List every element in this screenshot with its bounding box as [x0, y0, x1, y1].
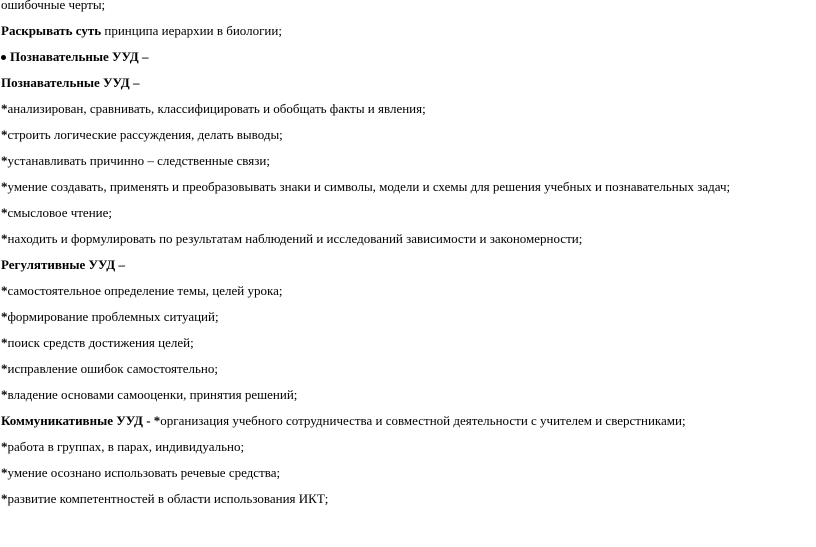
list-item: [1, 387, 297, 403]
line-text: умение создавать, применять и преобразовывать знаки и символы, модели и схемы для решения учебных и познавательных задач;: [7, 179, 731, 194]
heading-regulatory: [1, 257, 125, 273]
list-item: [1, 361, 218, 377]
asterisk: *: [1, 491, 8, 506]
heading-cognitive: [1, 75, 139, 91]
line-text: исправление ошибок самостоятельно;: [7, 361, 218, 376]
list-item: [1, 153, 270, 169]
line-text: владение основами самооценки, принятия решений;: [7, 387, 298, 402]
asterisk: *: [1, 205, 8, 220]
asterisk: *: [1, 101, 8, 116]
asterisk: *: [1, 309, 8, 324]
asterisk: *: [1, 153, 8, 168]
list-item: [1, 127, 283, 143]
line-text: работа в группах, в парах, индивидуально;: [7, 439, 245, 454]
line-text: ошибочные черты;: [1, 0, 106, 12]
line-text: формирование проблемных ситуаций;: [7, 309, 219, 324]
line-bold: Познавательные УУД –: [1, 75, 140, 90]
asterisk: *: [1, 387, 8, 402]
list-item: [1, 179, 730, 195]
line-text: самостоятельное определение темы, целей урока;: [7, 283, 283, 298]
line-text: смысловое чтение;: [7, 205, 113, 220]
asterisk: *: [1, 231, 8, 246]
line-bold: Регулятивные УУД –: [1, 257, 125, 272]
asterisk: *: [1, 283, 8, 298]
list-item: [1, 439, 244, 455]
line-text: строить логические рассуждения, делать выводы;: [7, 127, 283, 142]
line-text: устанавливать причинно – следственные связи;: [7, 153, 270, 168]
list-item: [1, 465, 280, 481]
heading-communicative: [1, 413, 686, 429]
line-text: анализирован, сравнивать, классифицировать и обобщать факты и явления;: [7, 101, 426, 116]
list-item: [1, 309, 219, 325]
asterisk: *: [1, 439, 8, 454]
asterisk: *: [1, 179, 8, 194]
line-bold: Раскрывать суть: [1, 23, 102, 38]
line-bold: Коммуникативные УУД - *: [1, 413, 161, 428]
line-text: умение осознано использовать речевые средства;: [7, 465, 281, 480]
bullet-heading-cognitive: [1, 49, 148, 65]
asterisk: *: [1, 361, 8, 376]
text-line-errors: [1, 0, 105, 13]
line-text: принципа иерархии в биологии;: [101, 23, 282, 38]
list-item: [1, 101, 426, 117]
asterisk: *: [1, 335, 8, 350]
line-bold: Познавательные УУД –: [10, 49, 149, 64]
line-text: организация учебного сотрудничества и совместной деятельности с учителем и сверстниками;: [160, 413, 686, 428]
line-text: находить и формулировать по результатам наблюдений и исследований зависимости и закономерности;: [7, 231, 583, 246]
text-line-hierarchy: [1, 23, 282, 39]
list-item: [1, 335, 194, 351]
line-text: поиск средств достижения целей;: [7, 335, 194, 350]
list-item: [1, 231, 582, 247]
list-item: [1, 205, 112, 221]
bullet-icon: [1, 55, 6, 60]
asterisk: *: [1, 127, 8, 142]
asterisk: *: [1, 465, 8, 480]
line-text: развитие компетентностей в области использования ИКТ;: [7, 491, 329, 506]
list-item: [1, 283, 283, 299]
list-item: [1, 491, 328, 507]
